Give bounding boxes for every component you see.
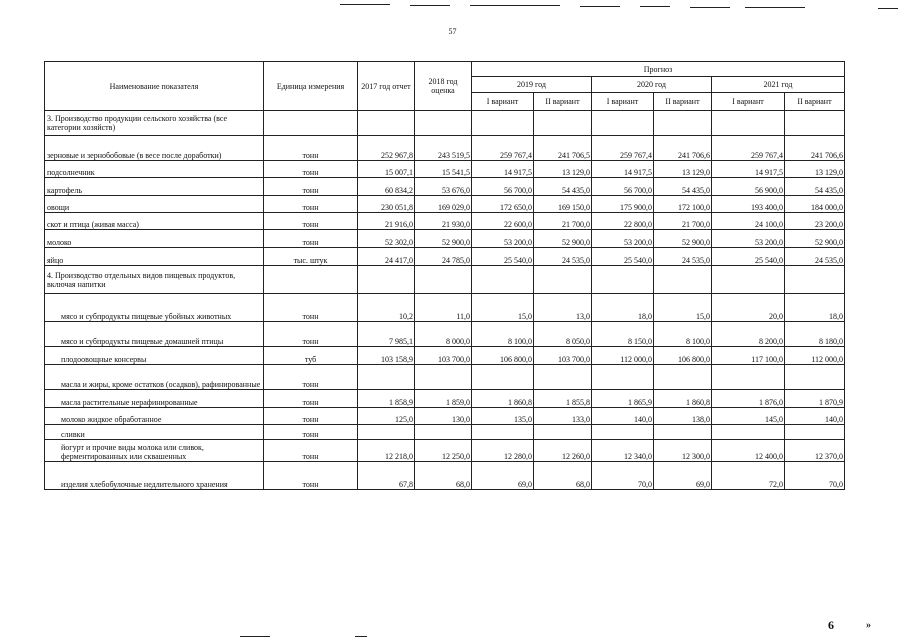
row-value: 1 859,0	[415, 390, 472, 408]
row-value	[785, 425, 845, 440]
header-variant: I вариант	[592, 93, 654, 111]
section-row	[45, 111, 845, 136]
row-value: 70,0	[592, 462, 654, 490]
row-value: 22 800,0	[592, 213, 654, 230]
row-value: 24 535,0	[785, 248, 845, 266]
header-unit: Единица измерения	[264, 62, 358, 111]
table-row	[45, 161, 845, 178]
row-unit: тонн	[264, 322, 358, 347]
row-unit: тонн	[264, 161, 358, 178]
header-year-2020: 2020 год	[592, 77, 712, 93]
row-value: 15,0	[472, 294, 534, 322]
row-unit: тонн	[264, 213, 358, 230]
row-value	[654, 425, 712, 440]
scan-line-top-3	[470, 5, 560, 6]
row-unit: тонн	[264, 136, 358, 161]
row-name: подсолнечник	[45, 161, 264, 178]
row-name: картофель	[45, 178, 264, 196]
row-value: 23 200,0	[785, 213, 845, 230]
row-name: мясо и субпродукты пищевые домашней птицы	[45, 322, 264, 347]
row-value	[415, 425, 472, 440]
row-value: 8 100,0	[654, 322, 712, 347]
section-row	[45, 266, 845, 294]
footer-mark: 6	[828, 618, 834, 632]
row-value: 24 417,0	[358, 248, 415, 266]
row-value: 259 767,4	[592, 136, 654, 161]
row-value: 106 800,0	[472, 347, 534, 365]
row-value: 54 435,0	[785, 178, 845, 196]
row-value	[472, 266, 534, 294]
section-title: 3. Производство продукции сельского хозяйства (все категории хозяйств)	[45, 111, 264, 136]
row-value: 52 900,0	[415, 230, 472, 248]
row-value	[712, 266, 785, 294]
row-value: 12 260,0	[534, 440, 592, 462]
row-value: 172 100,0	[654, 196, 712, 213]
table-row	[45, 440, 845, 462]
row-value: 15,0	[654, 294, 712, 322]
row-value: 24 100,0	[712, 213, 785, 230]
row-value: 169 029,0	[415, 196, 472, 213]
row-value: 12 250,0	[415, 440, 472, 462]
row-value	[712, 425, 785, 440]
row-unit: тонн	[264, 230, 358, 248]
row-value: 8 050,0	[534, 322, 592, 347]
row-value: 103 158,9	[358, 347, 415, 365]
row-value: 130,0	[415, 408, 472, 425]
row-value	[785, 365, 845, 390]
row-value: 172 650,0	[472, 196, 534, 213]
row-value: 13 129,0	[654, 161, 712, 178]
row-value: 56 900,0	[712, 178, 785, 196]
row-value: 241 706,6	[785, 136, 845, 161]
row-value	[358, 365, 415, 390]
row-unit: туб	[264, 347, 358, 365]
row-name: сливки	[45, 425, 264, 440]
row-value: 11,0	[415, 294, 472, 322]
row-name: зерновые и зернобобовые (в весе после доработки)	[45, 136, 264, 161]
row-value: 12 218,0	[358, 440, 415, 462]
row-value: 56 700,0	[592, 178, 654, 196]
header-variant: II вариант	[534, 93, 592, 111]
row-value: 14 917,5	[592, 161, 654, 178]
row-value: 175 900,0	[592, 196, 654, 213]
row-value	[654, 266, 712, 294]
row-name: овощи	[45, 196, 264, 213]
row-value: 21 700,0	[534, 213, 592, 230]
section-title: 4. Производство отдельных видов пищевых продуктов, включая напитки	[45, 266, 264, 294]
row-value: 140,0	[785, 408, 845, 425]
page-number: 57	[448, 27, 457, 36]
scan-line-top-7	[745, 7, 805, 8]
row-name: мясо и субпродукты пищевые убойных животных	[45, 294, 264, 322]
row-value	[534, 111, 592, 136]
row-value: 54 435,0	[654, 178, 712, 196]
row-value: 145,0	[712, 408, 785, 425]
row-unit: тонн	[264, 196, 358, 213]
row-value	[534, 425, 592, 440]
row-value: 67,8	[358, 462, 415, 490]
row-value: 52 302,0	[358, 230, 415, 248]
row-value: 138,0	[654, 408, 712, 425]
table-row	[45, 365, 845, 390]
row-value: 13 129,0	[534, 161, 592, 178]
row-value: 52 900,0	[785, 230, 845, 248]
table-row	[45, 390, 845, 408]
row-value: 14 917,5	[472, 161, 534, 178]
row-value: 72,0	[712, 462, 785, 490]
table-row	[45, 425, 845, 440]
row-value: 8 180,0	[785, 322, 845, 347]
row-name: молоко	[45, 230, 264, 248]
row-value: 56 700,0	[472, 178, 534, 196]
row-value	[358, 425, 415, 440]
row-value: 24 535,0	[534, 248, 592, 266]
footer-mark: »	[866, 620, 871, 631]
header-variant: I вариант	[472, 93, 534, 111]
row-name: плодоовощные консервы	[45, 347, 264, 365]
row-value: 193 400,0	[712, 196, 785, 213]
row-value: 12 370,0	[785, 440, 845, 462]
table-row	[45, 230, 845, 248]
row-value: 18,0	[785, 294, 845, 322]
row-unit: тыс. штук	[264, 248, 358, 266]
row-value: 184 000,0	[785, 196, 845, 213]
row-value: 243 519,5	[415, 136, 472, 161]
row-name: масла растительные нерафинированные	[45, 390, 264, 408]
row-value	[785, 266, 845, 294]
table-row	[45, 248, 845, 266]
row-value: 24 785,0	[415, 248, 472, 266]
table-row	[45, 196, 845, 213]
row-unit: тонн	[264, 390, 358, 408]
row-unit: тонн	[264, 425, 358, 440]
row-unit: тонн	[264, 440, 358, 462]
header-forecast: Прогноз	[472, 62, 845, 77]
table-row	[45, 213, 845, 230]
row-value: 140,0	[592, 408, 654, 425]
row-value: 12 400,0	[712, 440, 785, 462]
row-name: молоко жидкое обработанное	[45, 408, 264, 425]
row-value: 1 855,8	[534, 390, 592, 408]
header-2017: 2017 год отчет	[358, 62, 415, 111]
row-value: 125,0	[358, 408, 415, 425]
row-value: 53 200,0	[592, 230, 654, 248]
row-value: 15 007,1	[358, 161, 415, 178]
row-value	[534, 266, 592, 294]
row-value: 68,0	[415, 462, 472, 490]
row-value: 230 051,8	[358, 196, 415, 213]
row-value: 259 767,4	[472, 136, 534, 161]
row-value	[654, 365, 712, 390]
row-value	[712, 365, 785, 390]
table-row	[45, 322, 845, 347]
table-row	[45, 178, 845, 196]
row-value	[785, 111, 845, 136]
row-value: 1 860,8	[654, 390, 712, 408]
row-value: 25 540,0	[592, 248, 654, 266]
header-year-2021: 2021 год	[712, 77, 845, 93]
row-name: йогурт и прочие виды молока или сливок, ферментированных или сквашенных	[45, 440, 264, 462]
scan-line-top-6	[690, 7, 730, 8]
row-value: 53 676,0	[415, 178, 472, 196]
row-value	[472, 425, 534, 440]
row-value: 53 200,0	[712, 230, 785, 248]
row-value: 259 767,4	[712, 136, 785, 161]
row-value	[534, 365, 592, 390]
row-value: 60 834,2	[358, 178, 415, 196]
scan-line-top-5	[640, 6, 670, 7]
header-year-2019: 2019 год	[472, 77, 592, 93]
row-value: 20,0	[712, 294, 785, 322]
row-unit: тонн	[264, 462, 358, 490]
row-value	[472, 111, 534, 136]
row-value: 241 706,5	[534, 136, 592, 161]
row-value	[592, 111, 654, 136]
header-variant: I вариант	[712, 93, 785, 111]
row-value: 117 100,0	[712, 347, 785, 365]
row-value: 21 700,0	[654, 213, 712, 230]
row-value: 241 706,6	[654, 136, 712, 161]
row-value: 112 000,0	[785, 347, 845, 365]
row-value: 54 435,0	[534, 178, 592, 196]
row-value: 252 967,8	[358, 136, 415, 161]
row-value: 8 200,0	[712, 322, 785, 347]
row-value: 103 700,0	[534, 347, 592, 365]
row-value: 21 916,0	[358, 213, 415, 230]
row-value	[592, 266, 654, 294]
row-unit: тонн	[264, 294, 358, 322]
row-value: 12 340,0	[592, 440, 654, 462]
row-value: 8 000,0	[415, 322, 472, 347]
row-name: яйцо	[45, 248, 264, 266]
row-unit	[264, 266, 358, 294]
header-name: Наименование показателя	[45, 62, 264, 111]
row-unit: тонн	[264, 178, 358, 196]
row-value: 133,0	[534, 408, 592, 425]
row-name: изделия хлебобулочные недлительного хранения	[45, 462, 264, 490]
row-value: 1 876,0	[712, 390, 785, 408]
row-value	[358, 111, 415, 136]
row-value: 52 900,0	[654, 230, 712, 248]
row-value: 15 541,5	[415, 161, 472, 178]
row-value: 14 917,5	[712, 161, 785, 178]
row-value: 1 870,9	[785, 390, 845, 408]
row-value: 106 800,0	[654, 347, 712, 365]
header-variant: II вариант	[654, 93, 712, 111]
row-value: 18,0	[592, 294, 654, 322]
row-value	[592, 365, 654, 390]
row-value	[592, 425, 654, 440]
row-value: 13 129,0	[785, 161, 845, 178]
row-value: 25 540,0	[712, 248, 785, 266]
row-value: 69,0	[472, 462, 534, 490]
table-row	[45, 347, 845, 365]
row-value: 68,0	[534, 462, 592, 490]
row-value: 135,0	[472, 408, 534, 425]
row-value: 13,0	[534, 294, 592, 322]
row-value: 1 858,9	[358, 390, 415, 408]
row-value: 25 540,0	[472, 248, 534, 266]
table-body	[45, 111, 845, 490]
row-value: 10,2	[358, 294, 415, 322]
scan-line-bottom-1	[240, 636, 270, 637]
row-value: 53 200,0	[472, 230, 534, 248]
scan-line-bottom-2	[355, 636, 367, 637]
row-value: 103 700,0	[415, 347, 472, 365]
row-value: 8 150,0	[592, 322, 654, 347]
row-name: скот и птица (живая масса)	[45, 213, 264, 230]
row-value: 69,0	[654, 462, 712, 490]
table-row	[45, 136, 845, 161]
row-value	[654, 111, 712, 136]
row-value	[358, 266, 415, 294]
row-value: 22 600,0	[472, 213, 534, 230]
scan-line-top-2	[410, 5, 450, 6]
header-2018: 2018 год оценка	[415, 62, 472, 111]
table-row	[45, 294, 845, 322]
forecast-table	[44, 61, 845, 490]
table-row	[45, 462, 845, 490]
row-value: 70,0	[785, 462, 845, 490]
scan-line-top-8	[878, 8, 898, 9]
scan-line-top-1	[340, 4, 390, 5]
scan-line-top-4	[580, 6, 620, 7]
row-value: 12 300,0	[654, 440, 712, 462]
row-name: масла и жиры, кроме остатков (осадков), рафинированные	[45, 365, 264, 390]
table-row	[45, 408, 845, 425]
row-value	[415, 365, 472, 390]
row-value: 52 900,0	[534, 230, 592, 248]
row-value	[415, 266, 472, 294]
row-value	[472, 365, 534, 390]
row-value	[712, 111, 785, 136]
row-unit	[264, 111, 358, 136]
row-value: 8 100,0	[472, 322, 534, 347]
row-value: 24 535,0	[654, 248, 712, 266]
header-variant: II вариант	[785, 93, 845, 111]
row-value	[415, 111, 472, 136]
row-value: 1 860,8	[472, 390, 534, 408]
row-value: 1 865,9	[592, 390, 654, 408]
row-unit: тонн	[264, 365, 358, 390]
row-value: 112 000,0	[592, 347, 654, 365]
row-unit: тонн	[264, 408, 358, 425]
row-value: 169 150,0	[534, 196, 592, 213]
row-value: 12 280,0	[472, 440, 534, 462]
row-value: 7 985,1	[358, 322, 415, 347]
row-value: 21 930,0	[415, 213, 472, 230]
